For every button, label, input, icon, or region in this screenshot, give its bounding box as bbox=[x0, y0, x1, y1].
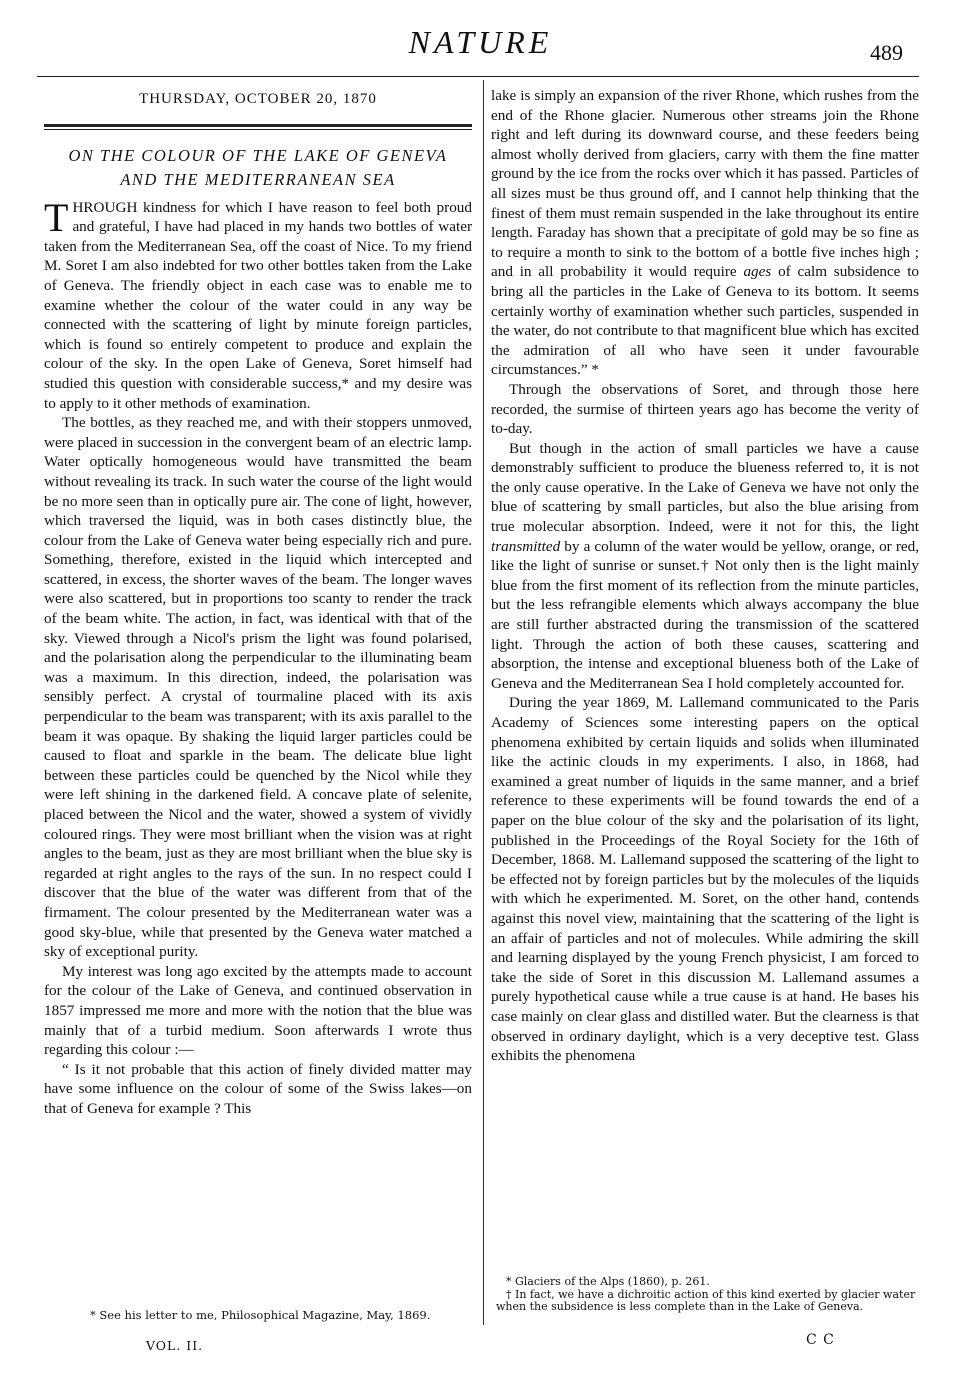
drop-cap: T bbox=[44, 194, 69, 240]
header-rule bbox=[37, 76, 919, 77]
page-number: 489 bbox=[870, 40, 903, 65]
footnotes-right bbox=[496, 1276, 916, 1314]
title-rule bbox=[44, 124, 472, 130]
signature-mark: C C bbox=[806, 1332, 835, 1348]
paragraph bbox=[491, 439, 919, 694]
title-line-2: AND THE MEDITERRANEAN SEA bbox=[120, 169, 396, 189]
paragraph-text: of calm subsidence to bring all the particles in the Lake of Geneva to its bottom. It seems certainly worthy of examination whether such particles, suspended in the water, do not contribute to that magnificent blue which has excited the admiration of all who have seen it under favourable circumstances.” * bbox=[491, 263, 920, 379]
article-title bbox=[44, 144, 472, 192]
footnote-left: * See his letter to me, Philosophical Magazine, May, 1869. bbox=[90, 1308, 431, 1322]
quotation-paragraph: “ Is it not probable that this action of finely divided matter may have some influence on the colour of some of the Swiss lakes—on that of Geneva for example ? This bbox=[44, 1060, 472, 1117]
column-divider bbox=[483, 80, 484, 1325]
paragraph: Through the observations of Soret, and through those here recorded, the surmise of thirteen years ago has become the verity of to-day. bbox=[491, 380, 919, 438]
paragraph: The bottles, as they reached me, and with their stoppers unmoved, were placed in succession in the convergent beam of an electric lamp. Water optically homogeneous would have transmitted the beam without revealing its track. In such water the course of the light would be no more seen than in optically pure air. The cone of light, however, which traversed the liquid, was in both cases distinctly blue, the colour from the Lake of Geneva water being especially rich and pure. Something, therefore, existed in the liquid which intercepted and scattered, in excess, the shorter waves of the beam. The longer waves were also scattered, but in proportions too scanty to render the track of the beam white. The action, in fact, was identical with that of the sky. Viewed through a Nicol's prism the light was found polarised, and the polarisation along the perpendicular to the illuminating beam was a maximum. In this direction, indeed, the polarisation was sensibly perfect. A crystal of tourmaline placed with its axis perpendicular to the beam was transparent; with its axis parallel to the beam it was opaque. By shaking the liquid larger particles could be caused to float and sparkle in the beam. The delicate blue light between these particles could be quenched by the Nicol while they were left shining in the darkened field. A concave plate of selenite, placed between the Nicol and the water, showed a system of vividly coloured rings. They were most brilliant when the vision was at right angles to the beam, just as they are most brilliant when the blue sky is regarded at right angles to the rays of the sun. In no respect could I discover that the blue of the water was different from that of the firmament. The colour presented by the Mediterranean water was a good sky-blue, while that presented by the Geneva water matched a sky of exceptional purity. bbox=[44, 414, 472, 961]
paragraph bbox=[44, 194, 472, 414]
journal-masthead: NATURE bbox=[408, 24, 553, 60]
paragraph bbox=[491, 86, 919, 380]
italic-word: transmitted bbox=[491, 537, 561, 555]
italic-word: ages bbox=[743, 263, 772, 281]
paragraph-text: HROUGH kindness for which I have reason to feel both proud and grateful, I have had placed in my hands two bottles of water taken from the Mediterranean Sea, off the coast of Nice. To my friend M. Soret I am also indebted for two other bottles taken from the Lake of Geneva. The friendly object in each case was to enable me to examine whether the colour of the water could in any way be connected with the scattering of light by minute foreign particles, which is found so entirely competent to produce and explain the colour of the sky. In the open Lake of Geneva, Soret himself had studied this question with considerable success,* and my desire was to apply to it other methods of examination. bbox=[44, 198, 472, 412]
title-line-1: ON THE COLOUR OF THE LAKE OF GENEVA bbox=[68, 145, 448, 165]
paragraph: During the year 1869, M. Lallemand communicated to the Paris Academy of Sciences some interesting papers on the optical phenomena exhibited by certain liquids and solids when illuminated like the actinic clouds in my experiments. I also, in 1868, had examined a great number of liquids in the same manner, and a brief reference to these experiments will be found towards the end of a paper on the blue colour of the sky and the polarisation of its light, published in the Proceedings of the Royal Society for the 16th of December, 1868. M. Lallemand supposed the scattering of the light to be effected not by foreign particles but by the molecules of the liquids with which he experimented. M. Soret, on the other hand, contends against this novel view, maintaining that the scattering of the light is an affair of particles and not of molecules. While admiring the skill and learning displayed by the young French physicist, I am forced to take the side of Soret in this discussion M. Lallemand assumes a purely hypothetical cause while a true cause is at hand. He bases his case mainly on clear glass and distilled water. But the clearness is that observed in ordinary daylight, which is a very deceptive test. Glass exhibits the phenomena bbox=[491, 694, 919, 1065]
right-column bbox=[491, 86, 919, 1066]
volume-label: VOL. II. bbox=[146, 1338, 204, 1353]
dateline: THURSDAY, OCTOBER 20, 1870 bbox=[139, 91, 377, 107]
paragraph-text: by a column of the water would be yellow, orange, or red, like the light of sunrise or sunset.† Not only then is the light mainly blue from the first moment of its reflection from the minute particles, but the less refrangible elements which always accompany the blue are still further abstracted during the transmission of the scattered light. Through the action of both these causes, scattering and absorption, the intense and exceptional blueness both of the Lake of Geneva and the Mediterranean Sea I hold completely accounted for. bbox=[491, 537, 920, 692]
paragraph-text: But though in the action of small particles we have a cause demonstrably sufficient to produce the blueness referred to, it is not the only cause operative. In the Lake of Geneva we have not only the blue of scattering by small particles, but also the blue arising from true molecular absorption. Indeed, were it not for this, the light bbox=[491, 439, 919, 536]
footnote: * Glaciers of the Alps (1860), p. 261. bbox=[506, 1275, 710, 1288]
left-column bbox=[44, 90, 472, 1119]
footnote: † In fact, we have a dichroitic action of this kind exerted by glacier water when the subsidence is less complete than in the Lake of Geneva. bbox=[496, 1287, 916, 1313]
paragraph: My interest was long ago excited by the attempts made to account for the colour of the Lake of Geneva, and continued observation in 1857 impressed me more and more with the notion that the blue was mainly that of a turbid medium. Soon afterwards I wrote thus regarding this colour :— bbox=[44, 962, 472, 1059]
paragraph-text: lake is simply an expansion of the river Rhone, which rushes from the end of the Rhone glacier. Numerous other streams join the Rhone right and left during its downward course, and these feeders being almost wholly derived from glaciers, carry with them the fine matter ground by the ice from the rocks over which it has passed. Particles of all sizes must be thus ground off, and I cannot help thinking that the finest of them must remain suspended in the lake throughout its entire length. Faraday has shown that a precipitate of gold may be so fine as to require a month to sink to the bottom of a bottle five inches high ; and in all probability it would require bbox=[491, 87, 919, 281]
